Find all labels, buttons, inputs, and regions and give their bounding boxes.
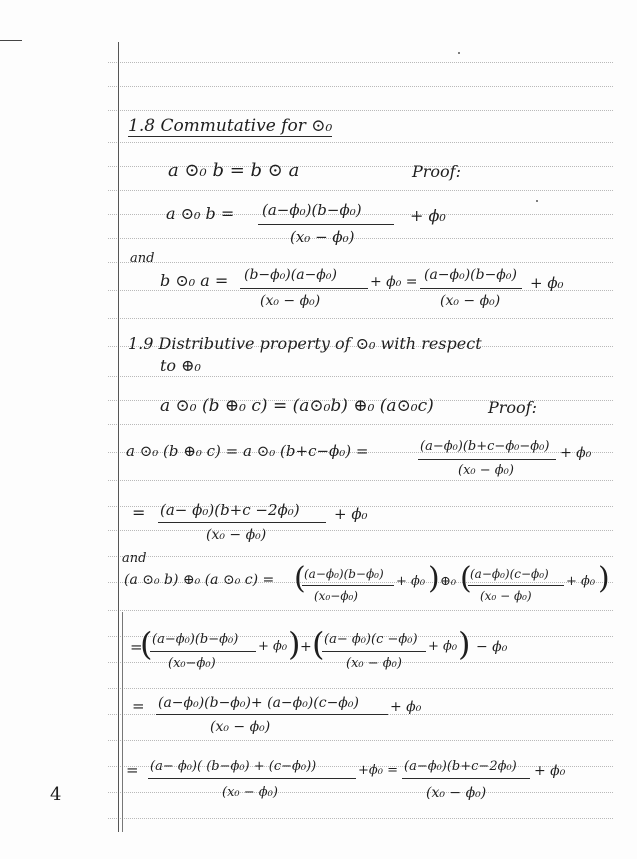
eq-1-8-2-numerator-2: (a−ϕ₀)(b−ϕ₀) [424,267,517,283]
margin-line [118,42,119,832]
eq-1-9-3-plus-2: + ϕ₀ [566,574,596,589]
eq-1-8-2-tail: + ϕ₀ [530,274,564,292]
eq-1-9-1-lhs: a ⊙₀ (b ⊕₀ c) = a ⊙₀ (b+c−ϕ₀) = [126,442,369,460]
eq-1-9-6-denominator-1: (x₀ − ϕ₀) [222,785,278,800]
eq-1-8-1-numerator: (a−ϕ₀)(b−ϕ₀) [262,201,362,219]
eq-1-9-2-denominator: (x₀ − ϕ₀) [206,527,267,543]
eq-1-9-4-denominator-2: (x₀ − ϕ₀) [346,656,402,671]
edge-mark [0,40,22,41]
paren-close: ) [458,625,471,663]
eq-1-9-3-numerator-2: (a−ϕ₀)(c−ϕ₀) [470,567,549,581]
eq-1-9-4-denominator-1: (x₀−ϕ₀) [168,656,216,671]
heading-1-9-line-2: to ⊕₀ [160,356,201,375]
paren-close: ) [598,561,610,596]
fraction-bar [148,778,356,779]
eq-1-9-1-numerator: (a−ϕ₀)(b+c−ϕ₀−ϕ₀) [420,439,550,454]
eq-1-8-2-denominator-2: (x₀ − ϕ₀) [440,293,501,309]
eq-1-9-1-denominator: (x₀ − ϕ₀) [458,463,514,478]
fraction-bar [156,714,388,715]
speck [536,200,538,202]
eq-1-9-4-lhs: = [130,638,143,656]
fraction-bar [420,288,522,289]
eq-1-9-6-numerator-1: (a− ϕ₀)( (b−ϕ₀) + (c−ϕ₀)) [150,759,317,774]
fraction-bar [322,651,426,652]
fraction-bar [468,585,564,586]
eq-1-9-4-numerator-2: (a− ϕ₀)(c −ϕ₀) [324,632,418,647]
eq-1-9-3-plus-1: + ϕ₀ [396,574,426,589]
eq-1-9-3-operator: ⊕₀ [440,574,457,589]
eq-1-9-3-denominator-2: (x₀ − ϕ₀) [480,589,532,603]
eq-1-9-6-lhs: = [126,761,139,779]
speck [458,52,460,54]
eq-1-8-2-lhs: b ⊙₀ a = [160,271,229,290]
eq-1-9-6-denominator-2: (x₀ − ϕ₀) [426,785,487,801]
eq-1-9-3-denominator-1: (x₀−ϕ₀) [314,589,358,603]
paren-open: ( [460,561,472,596]
fraction-bar [402,778,530,779]
fraction-bar [150,651,256,652]
and-label-1-8: and [130,251,155,266]
eq-1-9-5-denominator: (x₀ − ϕ₀) [210,719,271,735]
fraction-bar [258,224,394,225]
margin-line-secondary [122,612,123,832]
paren-open: ( [312,625,325,663]
eq-1-9-3-numerator-1: (a−ϕ₀)(b−ϕ₀) [304,567,384,581]
eq-1-9-2-tail: + ϕ₀ [334,505,368,523]
paren-close: ) [288,625,301,663]
fraction-bar [158,522,326,523]
eq-1-9-4-operator: + [300,639,312,655]
paren-open: ( [140,625,153,663]
page-number: 4 [50,784,62,805]
eq-1-8-2-numerator-1: (b−ϕ₀)(a−ϕ₀) [244,267,337,283]
eq-1-9-6-tail: + ϕ₀ [534,763,566,779]
eq-1-9-4-plus-1: + ϕ₀ [258,639,288,654]
proof-label-1-8: Proof: [412,162,461,181]
fraction-bar [240,288,368,289]
eq-1-8-1-tail: + ϕ₀ [410,206,446,225]
eq-1-9-2-lhs: = [132,503,146,522]
eq-1-9-3-lhs: (a ⊙₀ b) ⊕₀ (a ⊙₀ c) = [124,572,275,588]
eq-1-9-6-mid: +ϕ₀ = [358,763,398,778]
heading-1-9-line-1: 1.9 Distributive property of ⊙₀ with respect [128,334,482,353]
paren-close: ) [428,561,440,596]
eq-1-9-1-tail: + ϕ₀ [560,445,592,461]
eq-1-9-4-plus-2: + ϕ₀ [428,639,458,654]
heading-1-8: 1.8 Commutative for ⊙₀ [128,116,333,136]
statement-1-8: a ⊙₀ b = b ⊙ a [168,160,300,181]
eq-1-9-5-numerator: (a−ϕ₀)(b−ϕ₀)+ (a−ϕ₀)(c−ϕ₀) [158,695,359,711]
paren-open: ( [294,561,306,596]
fraction-bar [302,585,394,586]
eq-1-8-1-denominator: (x₀ − ϕ₀) [290,228,355,246]
eq-1-9-6-numerator-2: (a−ϕ₀)(b+c−2ϕ₀) [404,759,517,774]
and-label-1-9: and [122,551,147,566]
statement-1-9: a ⊙₀ (b ⊕₀ c) = (a⊙₀b) ⊕₀ (a⊙₀c) [160,396,434,416]
eq-1-8-2-mid: + ϕ₀ = [370,274,418,290]
eq-1-9-2-numerator: (a− ϕ₀)(b+c −2ϕ₀) [160,501,300,519]
eq-1-9-4-tail: − ϕ₀ [476,639,508,655]
eq-1-9-4-numerator-1: (a−ϕ₀)(b−ϕ₀) [152,632,239,647]
eq-1-9-5-lhs: = [132,697,145,715]
proof-label-1-9: Proof: [488,398,537,417]
eq-1-8-1-lhs: a ⊙₀ b = [166,204,235,223]
fraction-bar [418,459,556,460]
eq-1-9-5-tail: + ϕ₀ [390,699,422,715]
eq-1-8-2-denominator-1: (x₀ − ϕ₀) [260,293,321,309]
